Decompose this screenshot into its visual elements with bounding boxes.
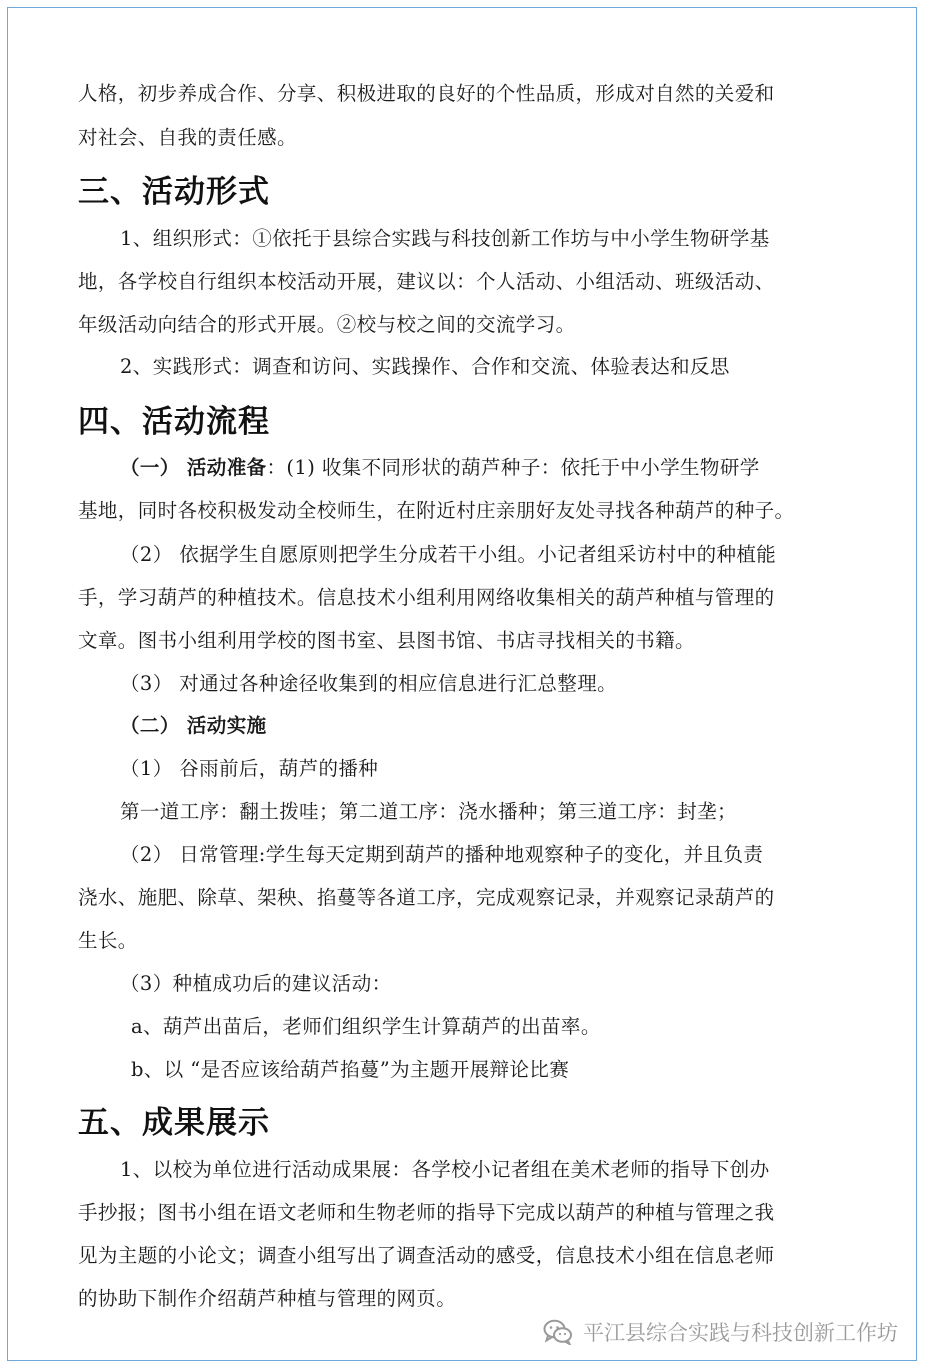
paragraph-line: （3）种植成功后的建议活动： — [120, 972, 392, 995]
paragraph-line: 见为主题的小论文；调查小组写出了调查活动的感受，信息技术小组在信息老师 — [78, 1244, 775, 1267]
paragraph-line: 手，学习葫芦的种植技术。信息技术小组利用网络收集相关的葫芦种植与管理的 — [78, 586, 775, 609]
paragraph-text: ：(1) 收集不同形状的葫芦种子：依托于中小学生物研学 — [266, 456, 760, 479]
paragraph-line: 文章。图书小组利用学校的图书室、县图书馆、书店寻找相关的书籍。 — [78, 629, 695, 652]
paragraph-line: （2） 依据学生自愿原则把学生分成若干小组。小记者组采访村中的种植能 — [120, 543, 777, 566]
subsection-heading: （二） 活动实施 — [120, 714, 267, 737]
paragraph-line: 第一道工序：翻土拨哇；第二道工序：浇水播种；第三道工序：封垄； — [120, 800, 737, 823]
paragraph-line: 2、实践形式：调查和访问、实践操作、合作和交流、体验表达和反思 — [120, 355, 730, 378]
paragraph-line: b、以 “是否应该给葫芦掐蔓”为主题开展辩论比赛 — [131, 1058, 570, 1081]
paragraph-line: 年级活动向结合的形式开展。②校与校之间的交流学习。 — [78, 313, 576, 336]
watermark — [543, 1317, 898, 1347]
wechat-icon — [543, 1319, 573, 1345]
paragraph-line: a、葫芦出苗后，老师们组织学生计算葫芦的出苗率。 — [131, 1015, 601, 1038]
paragraph-line: 地，各学校自行组织本校活动开展，建议以：个人活动、小组活动、班级活动、 — [78, 270, 775, 293]
subsection-label: （一） 活动准备 — [120, 456, 267, 479]
watermark-text: 平江县综合实践与科技创新工作坊 — [583, 1321, 898, 1345]
paragraph-line: 基地，同时各校积极发动全校师生，在附近村庄亲朋好友处寻找各种葫芦的种子。 — [78, 499, 795, 522]
paragraph-line: 生长。 — [78, 929, 138, 952]
paragraph-line: 的协助下制作介绍葫芦种植与管理的网页。 — [78, 1287, 457, 1310]
paragraph-line: 1、以校为单位进行活动成果展：各学校小记者组在美术老师的指导下创办 — [120, 1158, 770, 1181]
paragraph-line: （3） 对通过各种途径收集到的相应信息进行汇总整理。 — [120, 672, 618, 695]
paragraph-line: 手抄报；图书小组在语文老师和生物老师的指导下完成以葫芦的种植与管理之我 — [78, 1201, 775, 1224]
paragraph-line: 对社会、自我的责任感。 — [78, 126, 297, 149]
paragraph-line: 1、组织形式：①依托于县综合实践与科技创新工作坊与中小学生物研学基 — [120, 227, 770, 250]
paragraph-line: 人格，初步养成合作、分享、积极进取的良好的个性品质，形成对自然的关爱和 — [78, 82, 775, 105]
section-heading-3: 三、活动形式 — [78, 174, 270, 210]
paragraph-line: 浇水、施肥、除草、架秧、掐蔓等各道工序，完成观察记录，并观察记录葫芦的 — [78, 886, 775, 909]
paragraph-line: （2） 日常管理:学生每天定期到葫芦的播种地观察种子的变化，并且负责 — [120, 843, 764, 866]
section-heading-5: 五、成果展示 — [78, 1105, 270, 1141]
section-heading-4: 四、活动流程 — [78, 404, 270, 440]
paragraph-line: （1） 谷雨前后，葫芦的播种 — [120, 757, 379, 780]
paragraph-line — [120, 452, 760, 480]
